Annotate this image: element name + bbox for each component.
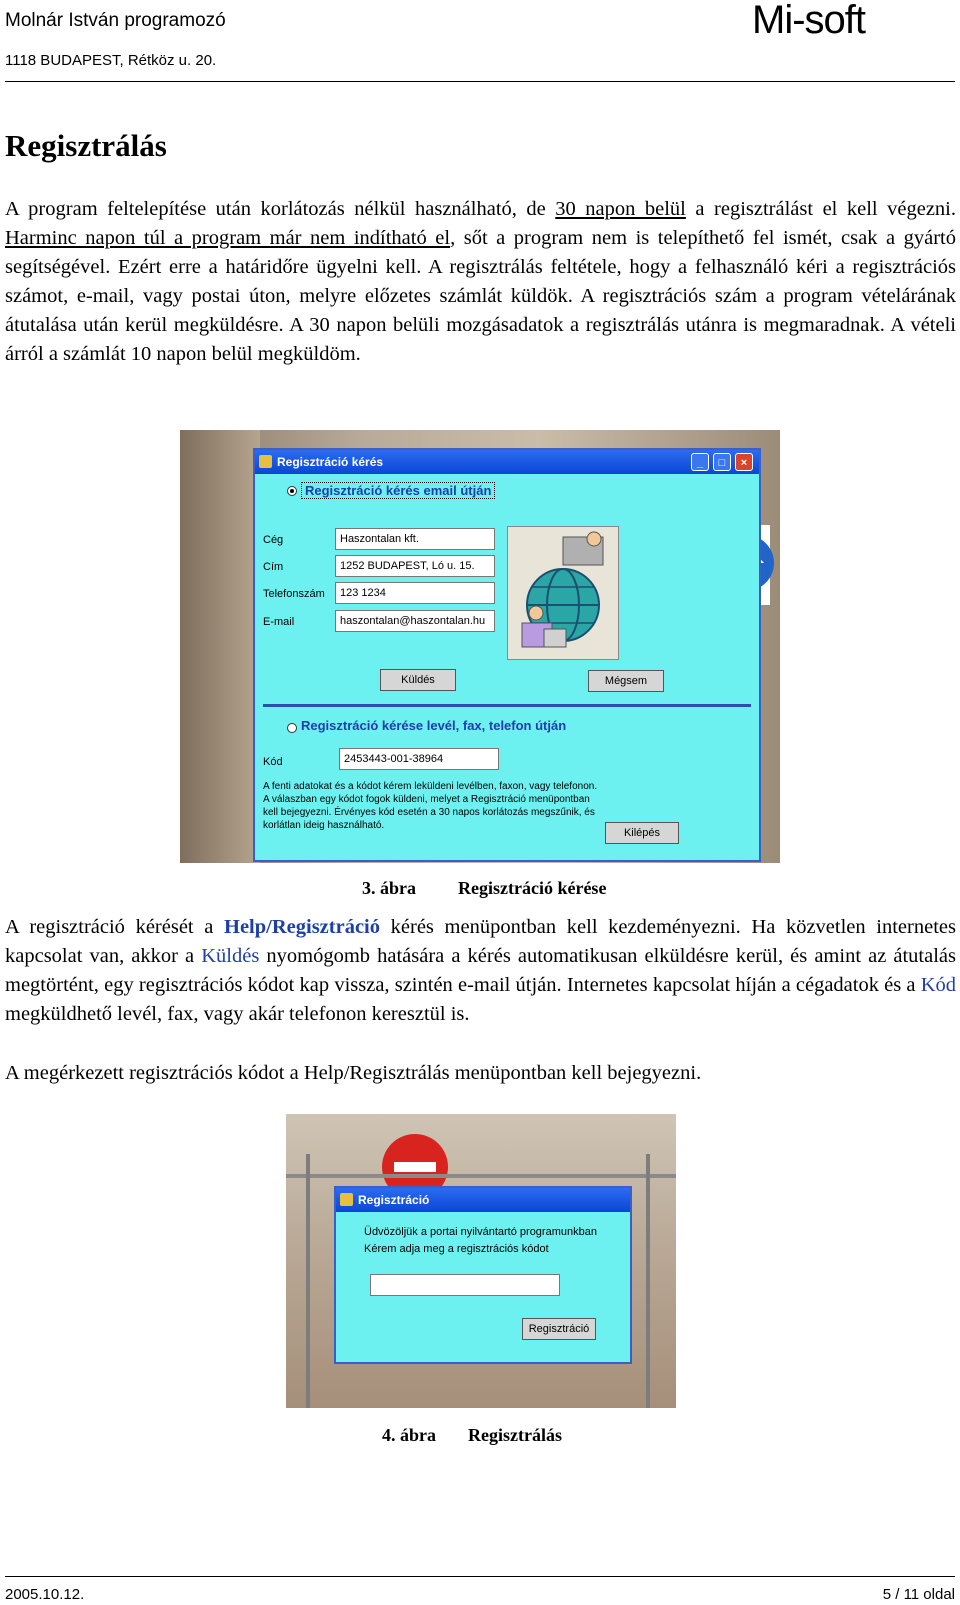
figure-4-screenshot	[286, 1114, 676, 1408]
railing-post	[646, 1154, 650, 1408]
welcome-text: Üdvözöljük a portai nyilvántartó programunkban	[364, 1226, 597, 1238]
maximize-icon[interactable]: □	[713, 453, 731, 471]
label-code: Kód	[263, 756, 283, 768]
railing-bar	[286, 1174, 676, 1178]
section-title: Regisztrálás	[5, 128, 167, 163]
footer-page-number: 5 / 11 oldal	[882, 1586, 955, 1603]
railing-post	[306, 1154, 310, 1408]
info-text: A fenti adatokat és a kódot kérem leküldeni levélben, faxon, vagy telefonon. A válaszban egy kódot fogok küldeni, melyet a Regisztráció menüpontban kell bejegyezni. Érvényes kód esetén a 30 napos korlátozás megszűnik, és korlátlan ideig használható.	[263, 781, 598, 831]
company-field[interactable]: Haszontalan kft.	[335, 528, 495, 550]
label-phone: Telefonszám	[263, 588, 325, 600]
window-title: Regisztráció	[358, 1193, 430, 1207]
exit-button[interactable]: Kilépés	[605, 822, 679, 844]
code-field[interactable]: 2453443-001-38964	[339, 748, 499, 770]
option-email-label[interactable]: Regisztráció kérés email útján	[301, 482, 495, 499]
figure-4-number: 4. ábra	[382, 1425, 436, 1445]
underlined-warning: Harminc napon túl a program már nem indítható el	[5, 227, 451, 249]
app-icon	[340, 1193, 353, 1206]
registration-request-window	[253, 448, 761, 862]
globe-illustration	[507, 526, 619, 660]
figure-3-title: Regisztráció kérése	[458, 878, 607, 898]
minimize-icon[interactable]: _	[691, 453, 709, 471]
window-titlebar	[255, 450, 759, 474]
figure-3-screenshot	[180, 430, 780, 863]
label-address: Cím	[263, 561, 284, 573]
footer-divider	[5, 1576, 955, 1577]
figure-4-title: Regisztrálás	[468, 1425, 562, 1445]
intro-paragraph	[5, 195, 956, 369]
text-run: kérés menüpontban kell kezdeményezni. Ha közvetlen internetes kapcsolat van, akkor a	[5, 916, 956, 967]
send-highlight: Küldés	[201, 945, 260, 967]
company-logo: Mi-soft	[752, 0, 865, 42]
cancel-button[interactable]: Mégsem	[588, 670, 664, 692]
text-run: nyomógomb hatására a kérés automatikusan elküldésre kerül, és amint az átutalás megtörtént, egy regisztrációs kódot kap vissza, szintén e-mail útján. Internetes kapcsolat híján a cégadatok és a	[5, 945, 956, 996]
phone-field[interactable]: 123 1234	[335, 582, 495, 604]
text-run: a regisztrálást el kell végezni.	[685, 198, 956, 220]
registration-window	[334, 1186, 632, 1364]
text-run: , sőt a program nem is telepíthető fel ismét, csak a gyártó segítségével. Ezért erre a határidőre ügyelni kell. A regisztrálás feltétele, hogy a felhasználó kéri a regisztrációs számot, e-mail, vagy postai úton, melyre előzetes számlát küldök. A regisztrációs szám a program vételárának átutalása után kerül megküldésre. A 30 napon belüli mozgásadatok a regisztrálás utánra is megmaradnak. A vételi árról a számlát 10 napon belül megküldöm.	[5, 227, 956, 365]
header-address: 1118 BUDAPEST, Rétköz u. 20.	[5, 52, 217, 69]
option-other-label[interactable]: Regisztráció kérése levél, fax, telefon útján	[301, 718, 567, 733]
registration-code-input[interactable]	[370, 1274, 560, 1296]
email-field[interactable]: haszontalan@haszontalan.hu	[335, 610, 495, 632]
underlined-deadline: 30 napon belül	[555, 198, 686, 220]
label-company: Cég	[263, 534, 284, 546]
code-highlight: Kód	[920, 974, 956, 996]
background-wall	[180, 430, 260, 863]
text-run: A regisztráció kérését a	[5, 916, 225, 938]
section-separator	[263, 704, 751, 707]
window-titlebar	[336, 1188, 630, 1212]
radio-email[interactable]	[287, 486, 297, 496]
header-author: Molnár István programozó	[5, 10, 226, 31]
text-run: megküldhető levél, fax, vagy akár telefonon keresztül is.	[5, 1003, 470, 1025]
app-icon	[259, 455, 272, 468]
request-paragraph	[5, 913, 956, 1029]
send-button[interactable]: Küldés	[380, 669, 456, 691]
address-field[interactable]: 1252 BUDAPEST, Ló u. 15.	[335, 555, 495, 577]
text-run: A program feltelepítése után korlátozás nélkül használható, de	[5, 198, 556, 220]
entry-paragraph: A megérkezett regisztrációs kódot a Help/Regisztrálás menüpontban kell bejegyezni.	[5, 1062, 702, 1084]
figure-3-number: 3. ábra	[362, 878, 416, 898]
radio-other[interactable]	[287, 723, 297, 733]
header-divider	[5, 81, 955, 82]
footer-date: 2005.10.12.	[5, 1586, 85, 1603]
close-icon[interactable]: ×	[735, 453, 753, 471]
prompt-text: Kérem adja meg a regisztrációs kódot	[364, 1243, 549, 1255]
label-email: E-mail	[263, 616, 295, 628]
register-button[interactable]: Regisztráció	[522, 1318, 596, 1340]
menu-path-highlight: Help/Regisztráció	[224, 916, 380, 938]
window-title: Regisztráció kérés	[277, 455, 384, 469]
